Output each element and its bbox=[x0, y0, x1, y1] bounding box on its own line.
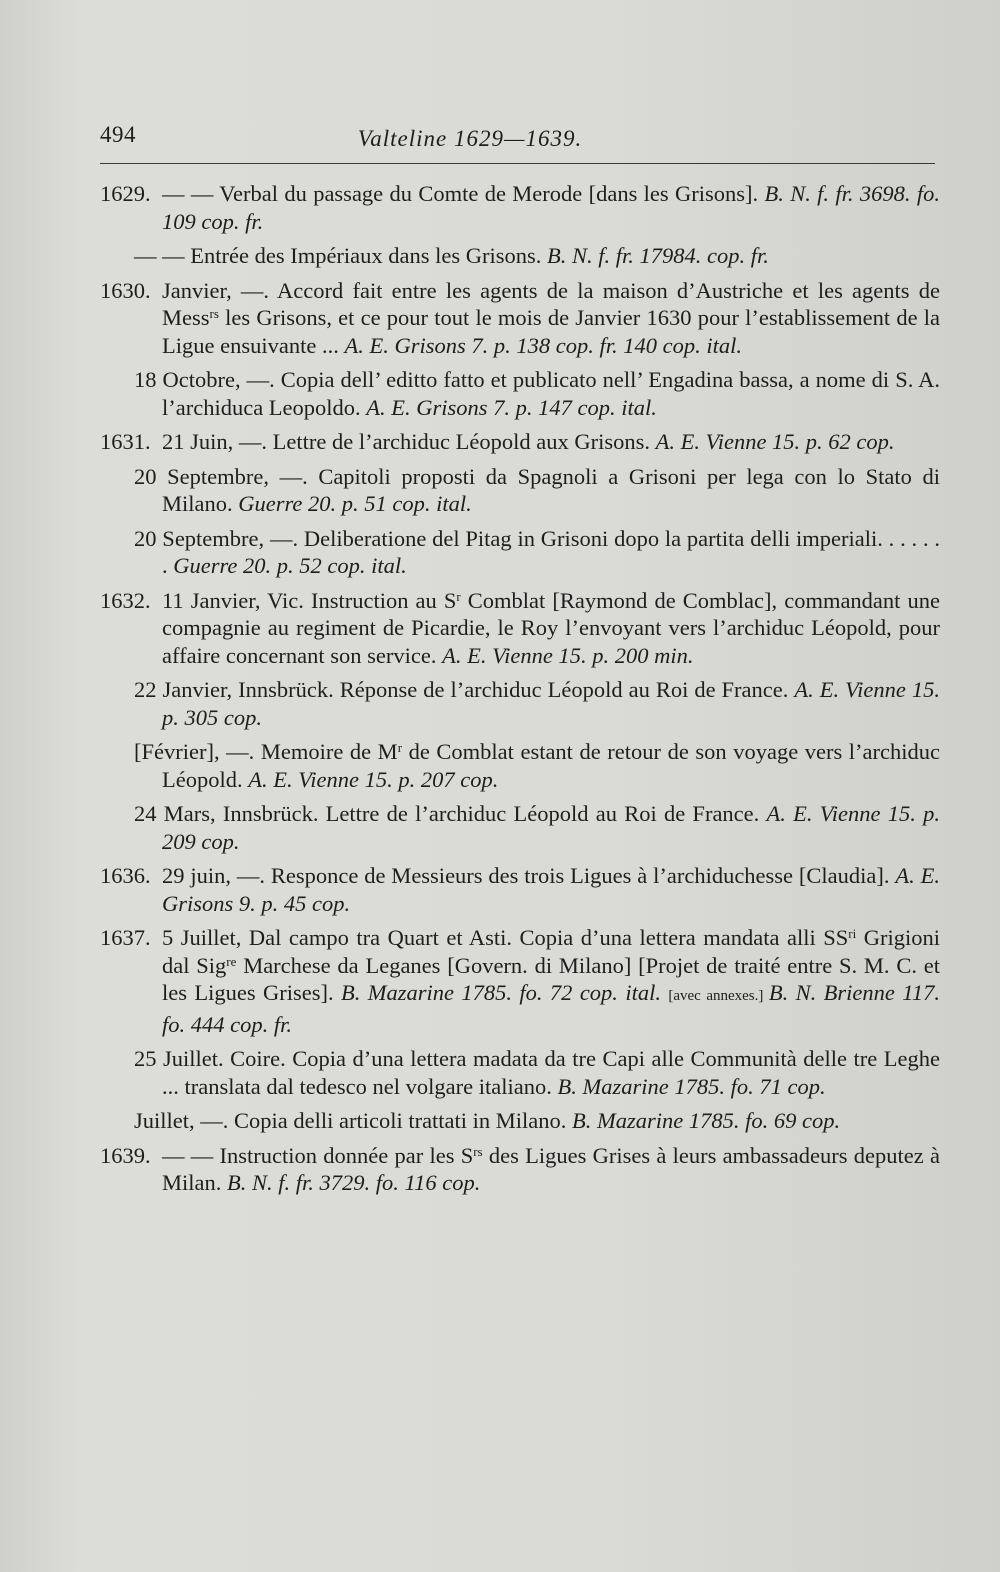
entry-text: 5 Juillet, Dal campo tra Quart et Asti. Copia d’una lettera mandata alli SS bbox=[162, 925, 849, 950]
source-reference: B. N. f. fr. 3729. fo. 116 cop. bbox=[227, 1170, 481, 1195]
superscript: rs bbox=[473, 1143, 483, 1159]
source-reference: B. Mazarine 1785. fo. 69 cop. bbox=[572, 1108, 841, 1133]
entry-year: 1630. bbox=[100, 277, 151, 303]
entry-text: Janvier, —. Accord fait entre les agents de la maison d’Austriche et les agents de Mess bbox=[162, 277, 940, 330]
entry-year: 1637. bbox=[100, 925, 151, 950]
entry bbox=[100, 180, 940, 235]
entry bbox=[100, 1142, 940, 1197]
entry bbox=[100, 525, 940, 580]
page-header bbox=[100, 122, 940, 158]
source-reference: A. E. Grisons 9. p. 45 cop. bbox=[162, 863, 940, 916]
entry bbox=[100, 587, 940, 670]
entry-text: Grigioni dal Sig bbox=[162, 925, 940, 978]
source-reference: B. N. Brienne 117. fo. 444 cop. fr. bbox=[162, 980, 941, 1037]
entry-text: 20 Septembre, —. Deliberatione del Pitag in Grisoni dopo la partita delli imperiali. . . . . . . bbox=[134, 525, 940, 578]
source-reference: A. E. Vienne 15. p. 62 cop. bbox=[655, 429, 895, 454]
entry-text: 20 Septembre, —. Capitoli proposti da Spagnoli a Grisoni per lega con lo Stato di Milano. bbox=[134, 463, 940, 516]
superscript: re bbox=[226, 953, 237, 969]
entry-list bbox=[100, 180, 940, 1204]
source-reference: A. E. Vienne 15. p. 209 cop. bbox=[162, 801, 940, 854]
entry-year: 1629. bbox=[100, 181, 151, 206]
entry bbox=[100, 277, 940, 360]
entry-text: 18 Octobre, —. Copia dell’ editto fatto et publicato nell’ Engadina bassa, a nome di S. A. l’archiduca Leopoldo. bbox=[134, 367, 940, 420]
source-reference: A. E. Vienne 15. p. 305 cop. bbox=[162, 677, 940, 730]
source-reference: B. N. f. fr. 3698. fo. 109 cop. fr. bbox=[162, 181, 940, 234]
entry-text: Juillet, —. Copia delli articoli trattati in Milano. bbox=[134, 1108, 573, 1133]
entry-text: les Grisons, et ce pour tout le mois de Janvier 1630 pour l’establissement de la Ligue ensuivante ... bbox=[162, 305, 940, 358]
entry-text: [Février], —. Memoire de M bbox=[134, 739, 398, 764]
entry-text: de Comblat estant de retour de son voyage vers l’archiduc Léopold. bbox=[162, 739, 940, 792]
superscript: rs bbox=[209, 306, 219, 321]
superscript: ri bbox=[848, 926, 857, 941]
header-rule bbox=[100, 163, 935, 164]
entry-text: 22 Janvier, Innsbrück. Réponse de l’archiduc Léopold au Roi de France. bbox=[134, 677, 795, 702]
entry-text: — — Verbal du passage du Comte de Merode [dans les Grisons]. bbox=[162, 181, 765, 206]
entry bbox=[100, 676, 940, 731]
page-number: 494 bbox=[100, 122, 136, 147]
source-reference: Guerre 20. p. 52 cop. ital. bbox=[173, 553, 407, 578]
running-title: Valteline 1629—1639. bbox=[357, 126, 583, 151]
entry-year: 1639. bbox=[100, 1142, 151, 1168]
entry bbox=[100, 1045, 940, 1100]
entry-text: 24 Mars, Innsbrück. Lettre de l’archiduc Léopold au Roi de France. bbox=[134, 801, 767, 826]
entry bbox=[100, 366, 940, 421]
entry bbox=[100, 862, 940, 917]
entry-text: Comblat [Raymond de Comblac], commandant une compagnie au regiment de Picardie, le Roy l’envoyant vers l’archiduc Léopold, pour affaire concernant son service. bbox=[162, 587, 940, 668]
superscript: r bbox=[456, 588, 461, 604]
entry-year: 1636. bbox=[100, 863, 151, 888]
entry-text: Marchese da Leganes [Govern. di Milano] [Projet de traité entre S. M. C. et les Ligues Grises]. bbox=[162, 952, 940, 1005]
entry-text: 29 juin, —. Responce de Messieurs des trois Ligues à l’archiduchesse [Claudia]. bbox=[162, 863, 896, 888]
entry bbox=[100, 800, 940, 855]
source-reference: A. E. Grisons 7. p. 138 cop. fr. 140 cop. ital. bbox=[344, 332, 742, 358]
entry bbox=[100, 463, 940, 518]
entry-text: [avec annexes.] bbox=[668, 988, 769, 1004]
entry bbox=[100, 242, 940, 270]
source-reference: B. Mazarine 1785. fo. 72 cop. ital. bbox=[341, 980, 669, 1005]
entry-text: des Ligues Grises à leurs ambassadeurs deputez à Milan. bbox=[162, 1142, 940, 1195]
source-reference: A. E. Vienne 15. p. 200 min. bbox=[442, 642, 694, 668]
superscript: r bbox=[397, 740, 403, 755]
source-reference: B. N. f. fr. 17984. cop. fr. bbox=[547, 243, 769, 268]
entry bbox=[100, 924, 940, 1038]
entry bbox=[100, 428, 940, 456]
entry bbox=[100, 1107, 940, 1135]
entry bbox=[100, 738, 940, 793]
source-reference: A. E. Grisons 7. p. 147 cop. ital. bbox=[366, 394, 657, 420]
entry-text: 25 Juillet. Coire. Copia d’una lettera madata da tre Capi alle Communità delle tre Leghe ... translata dal tedesco nel volgare italiano. bbox=[134, 1046, 940, 1099]
source-reference: A. E. Vienne 15. p. 207 cop. bbox=[248, 766, 499, 792]
entry-text: 11 Janvier, Vic. Instruction au S bbox=[162, 587, 457, 613]
entry-year: 1631. bbox=[100, 429, 151, 454]
entry-text: — — Entrée des Impériaux dans les Grisons. bbox=[134, 243, 548, 268]
source-reference: Guerre 20. p. 51 cop. ital. bbox=[238, 491, 472, 516]
entry-text: 21 Juin, —. Lettre de l’archiduc Léopold aux Grisons. bbox=[162, 429, 656, 454]
entry-text: — — Instruction donnée par les S bbox=[162, 1142, 474, 1168]
entry-year: 1632. bbox=[100, 587, 151, 613]
source-reference: B. Mazarine 1785. fo. 71 cop. bbox=[557, 1073, 826, 1099]
